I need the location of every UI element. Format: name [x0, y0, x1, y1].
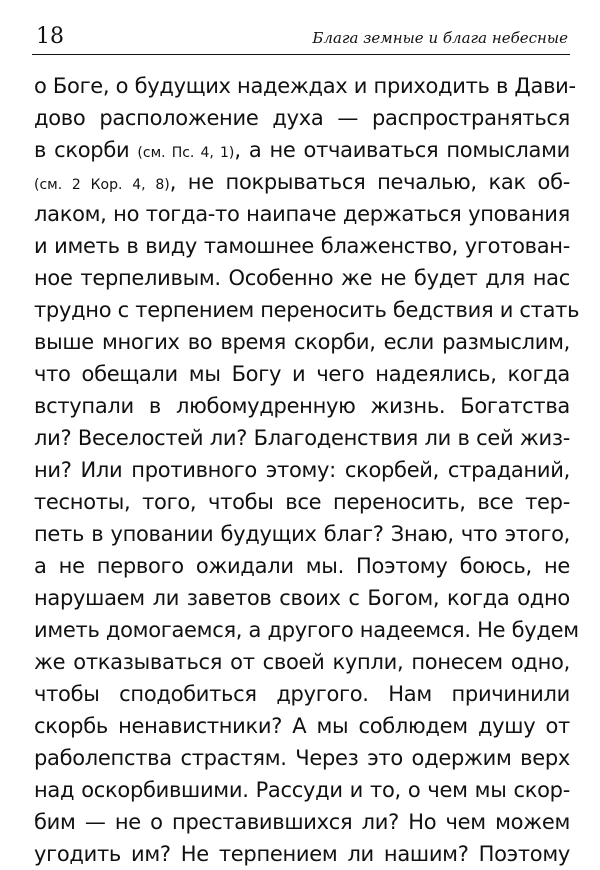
text-segment: , а не отчаиваться помыслами [234, 138, 570, 162]
text-line [34, 678, 570, 710]
text-line [34, 262, 570, 294]
text-line [34, 102, 570, 134]
text-line [34, 326, 570, 358]
text-segment: дово расположение духа — распространяться [34, 106, 570, 130]
text-segment: над оскорбившими. Рассуди и то, о чем мы скор- [34, 778, 570, 802]
running-title: Блага земные и блага небесные [312, 29, 568, 47]
text-line [34, 294, 580, 326]
text-segment: иметь домогаемся, а другого надеемся. Не будем [34, 618, 579, 642]
text-segment: же отказываться от своей купли, понесем одно, [34, 650, 570, 674]
scripture-reference: (см. Пс. 4, 1) [137, 145, 235, 161]
text-line [34, 838, 570, 870]
text-segment: что обещали мы Богу и чего надеялись, когда [34, 362, 570, 386]
text-segment: вступали в любомудренную жизнь. Богатства [34, 394, 570, 418]
text-segment: чтобы сподобиться другого. Нам причинили [34, 682, 570, 706]
text-segment: а не первого ожидали мы. Поэтому боюсь, не [34, 554, 570, 578]
text-segment: о Боге, о будущих надеждах и приходить в Дави- [34, 74, 576, 98]
text-line [34, 550, 570, 582]
text-segment: угодить им? Не терпением ли нашим? Поэтому [34, 842, 570, 866]
text-segment: , не покрываться печалью, как об- [169, 170, 570, 194]
text-segment: тесноты, того, чтобы все переносить, все тер- [34, 490, 570, 514]
text-line [34, 166, 570, 198]
text-segment: и иметь в виду тамошнее блаженство, уготован- [34, 234, 570, 258]
text-segment: ное терпеливым. Особенно же не будет для нас [34, 266, 570, 290]
text-line [34, 774, 570, 806]
text-line [34, 486, 570, 518]
header-rule [32, 54, 570, 55]
text-segment: лаком, но тогда-то наипаче держаться упования [34, 202, 570, 226]
text-line [34, 358, 570, 390]
text-segment: в скорби [34, 138, 138, 162]
text-segment: бим — не о преставившихся ли? Но чем можем [34, 810, 570, 834]
text-segment: нарушаем ли заветов своих с Богом, когда одно [34, 586, 570, 610]
text-line [34, 518, 570, 550]
text-line [34, 582, 570, 614]
text-line [34, 742, 570, 774]
text-line [34, 614, 579, 646]
text-line [34, 230, 570, 262]
text-line [34, 198, 570, 230]
body-text [34, 70, 580, 870]
text-segment: трудно с терпением переносить бедствия и стать [34, 298, 580, 322]
text-segment: раболепства страстям. Через это одержим верх [34, 746, 570, 770]
text-line [34, 454, 570, 486]
text-segment: скорбь ненавистники? А мы соблюдем душу от [34, 714, 570, 738]
text-line [34, 70, 576, 102]
text-segment: ли? Веселостей ли? Благоденствия ли в сей жиз- [34, 426, 570, 450]
scripture-reference: (см. 2 Кор. 4, 8) [34, 177, 170, 193]
text-line [34, 710, 570, 742]
text-line [34, 646, 570, 678]
text-segment: выше многих во время скорби, если размыслим, [34, 330, 570, 354]
text-line [34, 806, 570, 838]
text-line [34, 134, 570, 166]
text-line [34, 422, 570, 454]
page-number: 18 [36, 24, 64, 49]
text-segment: петь в уповании будущих благ? Знаю, что этого, [34, 522, 570, 546]
text-segment: ни? Или противного этому: скорбей, страданий, [34, 458, 570, 482]
running-head [32, 22, 568, 54]
text-line [34, 390, 570, 422]
